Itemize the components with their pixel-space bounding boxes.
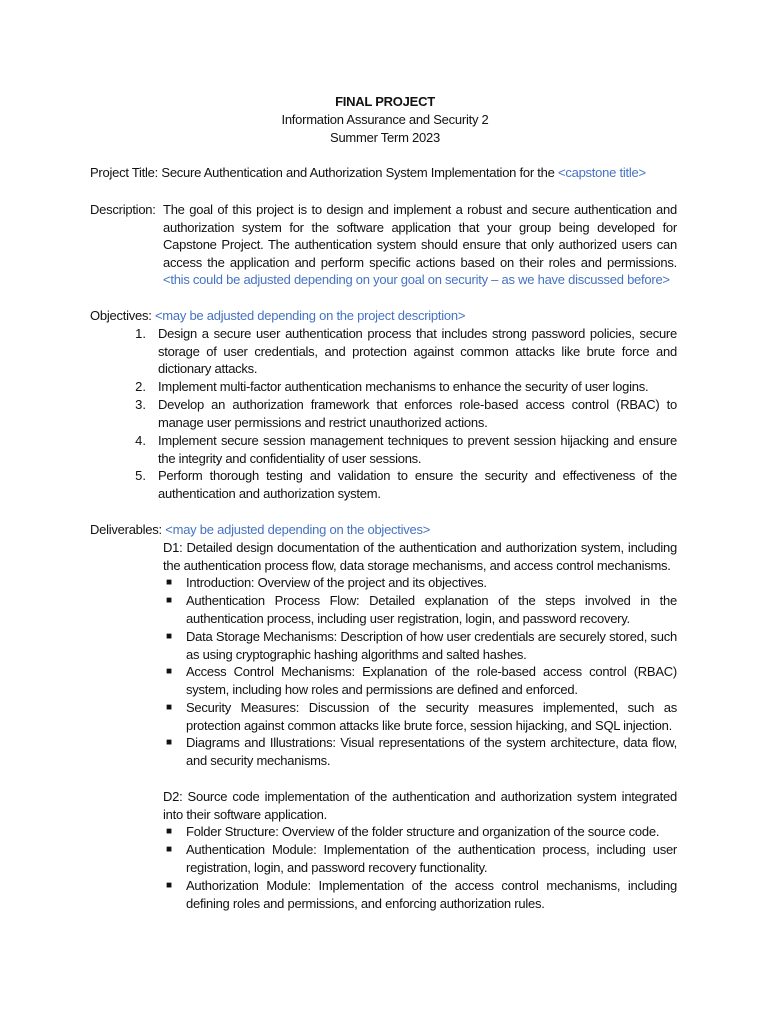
d1-intro: D1: Detailed design documentation of the authentication and authorization system, including the authentication process flow, data storage mechanisms, and access control mechanisms. <box>163 540 677 573</box>
d2-intro: D2: Source code implementation of the authentication and authorization system integrated into their software application. <box>163 789 677 822</box>
course-name: Information Assurance and Security 2 <box>281 112 489 127</box>
objective-item: Design a secure user authentication process that includes strong password policies, secure storage of user credentials, and protection against common attacks like brute force and dictionary attacks. <box>158 326 677 377</box>
bullet-icon: ■ <box>166 880 173 891</box>
d2-bullet: Authentication Module: Implementation of the authentication process, including user registration, login, and password recovery functionality. <box>186 842 677 875</box>
objective-item: Implement multi-factor authentication mechanisms to enhance the security of user logins. <box>158 379 649 394</box>
d2-bullet: Folder Structure: Overview of the folder structure and organization of the source code. <box>186 824 660 839</box>
project-title-label: Project Title: <box>90 165 159 180</box>
bullet-icon: ■ <box>166 631 173 642</box>
bullet-icon: ■ <box>166 844 173 855</box>
description-label: Description: <box>90 202 156 217</box>
document-title: FINAL PROJECT <box>335 94 435 109</box>
bullet-icon: ■ <box>166 666 173 677</box>
project-title-line <box>90 164 690 182</box>
description-note: <this could be adjusted depending on your goal on security – as we have discussed before> <box>163 272 670 288</box>
objective-item: Perform thorough testing and validation to ensure the security and effectiveness of the authentication and authorization system. <box>158 468 677 501</box>
objective-number: 5. <box>135 468 146 483</box>
objectives-note: <may be adjusted depending on the project description> <box>154 308 466 323</box>
d1-bullet: Access Control Mechanisms: Explanation of the role-based access control (RBAC) system, including how roles and permissions are defined and enforced. <box>186 664 677 697</box>
bullet-icon: ■ <box>166 826 173 837</box>
deliverables-note: <may be adjusted depending on the objectives> <box>165 522 431 537</box>
objective-item: Implement secure session management techniques to prevent session hijacking and ensure the integrity and confidentiality of user sessions. <box>158 433 677 466</box>
deliverables-heading <box>90 521 430 539</box>
objective-number: 3. <box>135 397 146 412</box>
d2-bullet: Authorization Module: Implementation of the access control mechanisms, including defining roles and permissions, and enforcing authorization rules. <box>186 878 677 911</box>
d1-bullet: Data Storage Mechanisms: Description of how user credentials are securely stored, such as using cryptographic hashing algorithms and salted hashes. <box>186 629 677 662</box>
d1-bullet: Authentication Process Flow: Detailed explanation of the steps involved in the authentication process, including user registration, login, and password recovery. <box>186 593 677 626</box>
deliverables-label: Deliverables: <box>90 522 162 537</box>
objective-number: 4. <box>135 433 146 448</box>
objective-item: Develop an authorization framework that enforces role-based access control (RBAC) to manage user permissions and restrict unauthorized actions. <box>158 397 677 430</box>
d1-bullet: Introduction: Overview of the project and its objectives. <box>186 575 487 590</box>
bullet-icon: ■ <box>166 737 173 748</box>
description-text: The goal of this project is to design and implement a robust and secure authentication and authorization system for the software application that your group being developed for Capstone Project. The authentication system should ensure that only authorized users can access the application and perform specific actions based on their roles and permissions. <box>163 202 677 270</box>
capstone-title-placeholder: <capstone title> <box>558 165 646 180</box>
project-title-text: Secure Authentication and Authorization System Implementation for the <box>161 165 555 180</box>
objective-number: 2. <box>135 379 146 394</box>
bullet-icon: ■ <box>166 577 173 588</box>
d1-bullet: Diagrams and Illustrations: Visual representations of the system architecture, data flow, and security mechanisms. <box>186 735 677 768</box>
objectives-heading <box>90 307 465 325</box>
objectives-label: Objectives: <box>90 308 152 323</box>
objective-number: 1. <box>135 326 146 341</box>
term: Summer Term 2023 <box>330 130 440 145</box>
d1-bullet: Security Measures: Discussion of the security measures implemented, such as protection against common attacks like brute force, session hijacking, and SQL injection. <box>186 700 677 733</box>
bullet-icon: ■ <box>166 595 173 606</box>
bullet-icon: ■ <box>166 702 173 713</box>
description-body <box>163 201 677 289</box>
